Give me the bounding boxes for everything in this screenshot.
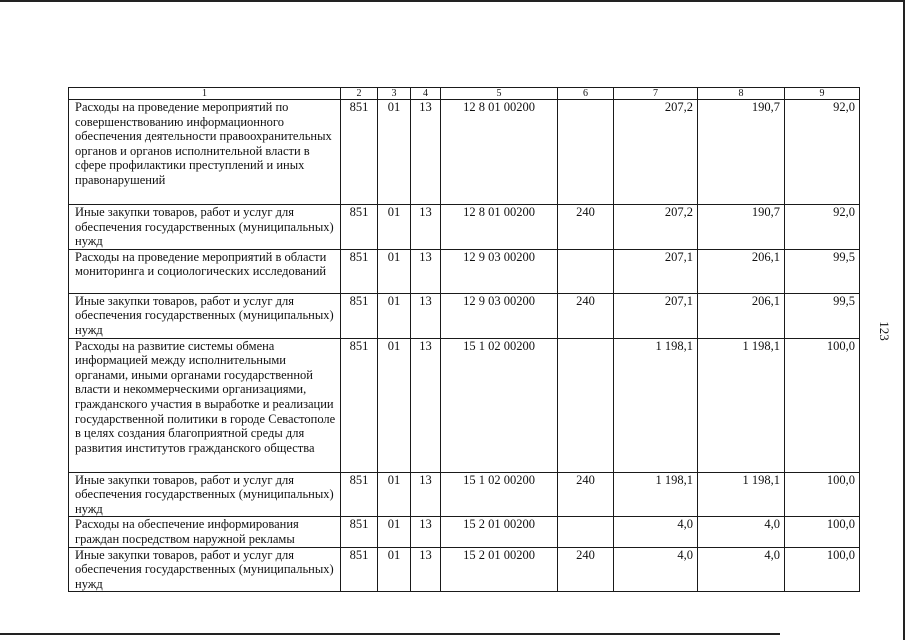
subsection-cell: 13 [411,100,441,205]
column-number-header: 7 [614,88,698,100]
actual-amount-cell: 1 198,1 [698,338,785,472]
plan-amount-cell: 207,1 [614,249,698,293]
percent-cell: 99,5 [785,249,860,293]
subsection-cell: 13 [411,338,441,472]
actual-amount-cell: 190,7 [698,100,785,205]
percent-cell: 100,0 [785,547,860,592]
actual-amount-cell: 4,0 [698,517,785,547]
scan-top-border [0,0,905,2]
column-number-header: 1 [69,88,341,100]
percent-cell: 100,0 [785,472,860,517]
column-number-header: 3 [378,88,411,100]
column-number-header: 4 [411,88,441,100]
target-article-cell: 15 1 02 00200 [441,472,558,517]
section-cell: 01 [378,249,411,293]
dept-code-cell: 851 [341,205,378,250]
percent-cell: 100,0 [785,517,860,547]
table-row [69,338,860,472]
section-cell: 01 [378,293,411,338]
dept-code-cell: 851 [341,338,378,472]
target-article-cell: 12 9 03 00200 [441,249,558,293]
dept-code-cell: 851 [341,547,378,592]
dept-code-cell: 851 [341,100,378,205]
actual-amount-cell: 206,1 [698,249,785,293]
subsection-cell: 13 [411,205,441,250]
target-article-cell: 12 8 01 00200 [441,205,558,250]
expense-name-cell: Расходы на проведение мероприятий по совершенствованию информационного обеспечения деятельности правоохранительных органов и органов исполнительной власти в сфере профилактики преступлений и иных правонарушений [69,100,341,205]
plan-amount-cell: 207,2 [614,100,698,205]
section-cell: 01 [378,547,411,592]
actual-amount-cell: 190,7 [698,205,785,250]
expense-type-cell: 240 [558,472,614,517]
table-row [69,547,860,592]
column-number-header: 2 [341,88,378,100]
plan-amount-cell: 207,2 [614,205,698,250]
expense-name-cell: Расходы на проведение мероприятий в области мониторинга и социологических исследований [69,249,341,293]
scan-bottom-border [0,633,780,635]
target-article-cell: 15 2 01 00200 [441,517,558,547]
plan-amount-cell: 4,0 [614,547,698,592]
dept-code-cell: 851 [341,517,378,547]
expense-type-cell: 240 [558,293,614,338]
percent-cell: 100,0 [785,338,860,472]
subsection-cell: 13 [411,293,441,338]
plan-amount-cell: 1 198,1 [614,472,698,517]
table-row [69,205,860,250]
section-cell: 01 [378,205,411,250]
column-number-header: 8 [698,88,785,100]
expense-name-cell: Иные закупки товаров, работ и услуг для обеспечения государственных (муниципальных) нужд [69,205,341,250]
table-row [69,100,860,205]
budget-table [68,87,860,592]
dept-code-cell: 851 [341,472,378,517]
expense-type-cell: 240 [558,205,614,250]
table-row [69,517,860,547]
actual-amount-cell: 4,0 [698,547,785,592]
plan-amount-cell: 207,1 [614,293,698,338]
target-article-cell: 15 2 01 00200 [441,547,558,592]
page-number: 123 [876,321,892,341]
expense-type-cell [558,338,614,472]
plan-amount-cell: 1 198,1 [614,338,698,472]
section-cell: 01 [378,100,411,205]
dept-code-cell: 851 [341,293,378,338]
expense-type-cell [558,249,614,293]
subsection-cell: 13 [411,547,441,592]
target-article-cell: 12 9 03 00200 [441,293,558,338]
percent-cell: 92,0 [785,100,860,205]
expense-type-cell [558,100,614,205]
percent-cell: 99,5 [785,293,860,338]
column-number-header: 9 [785,88,860,100]
subsection-cell: 13 [411,517,441,547]
table-header-row [69,88,860,100]
expense-name-cell: Иные закупки товаров, работ и услуг для обеспечения государственных (муниципальных) нужд [69,293,341,338]
table-row [69,249,860,293]
subsection-cell: 13 [411,249,441,293]
section-cell: 01 [378,517,411,547]
dept-code-cell: 851 [341,249,378,293]
table-row [69,472,860,517]
column-number-header: 5 [441,88,558,100]
expense-name-cell: Иные закупки товаров, работ и услуг для обеспечения государственных (муниципальных) нужд [69,472,341,517]
section-cell: 01 [378,472,411,517]
expense-name-cell: Расходы на развитие системы обмена информацией между исполнительными органами, иными органами государственной власти и некоммерческими организациями, гражданского участия в выработке и реализации государственной политики в городе Севастополе в целях создания благоприятной среды для развития институтов гражданского общества [69,338,341,472]
table-row [69,293,860,338]
expense-type-cell: 240 [558,547,614,592]
expense-name-cell: Расходы на обеспечение информирования граждан посредством наружной рекламы [69,517,341,547]
actual-amount-cell: 1 198,1 [698,472,785,517]
expense-type-cell [558,517,614,547]
column-number-header: 6 [558,88,614,100]
percent-cell: 92,0 [785,205,860,250]
plan-amount-cell: 4,0 [614,517,698,547]
expense-name-cell: Иные закупки товаров, работ и услуг для обеспечения государственных (муниципальных) нужд [69,547,341,592]
section-cell: 01 [378,338,411,472]
target-article-cell: 12 8 01 00200 [441,100,558,205]
subsection-cell: 13 [411,472,441,517]
target-article-cell: 15 1 02 00200 [441,338,558,472]
actual-amount-cell: 206,1 [698,293,785,338]
